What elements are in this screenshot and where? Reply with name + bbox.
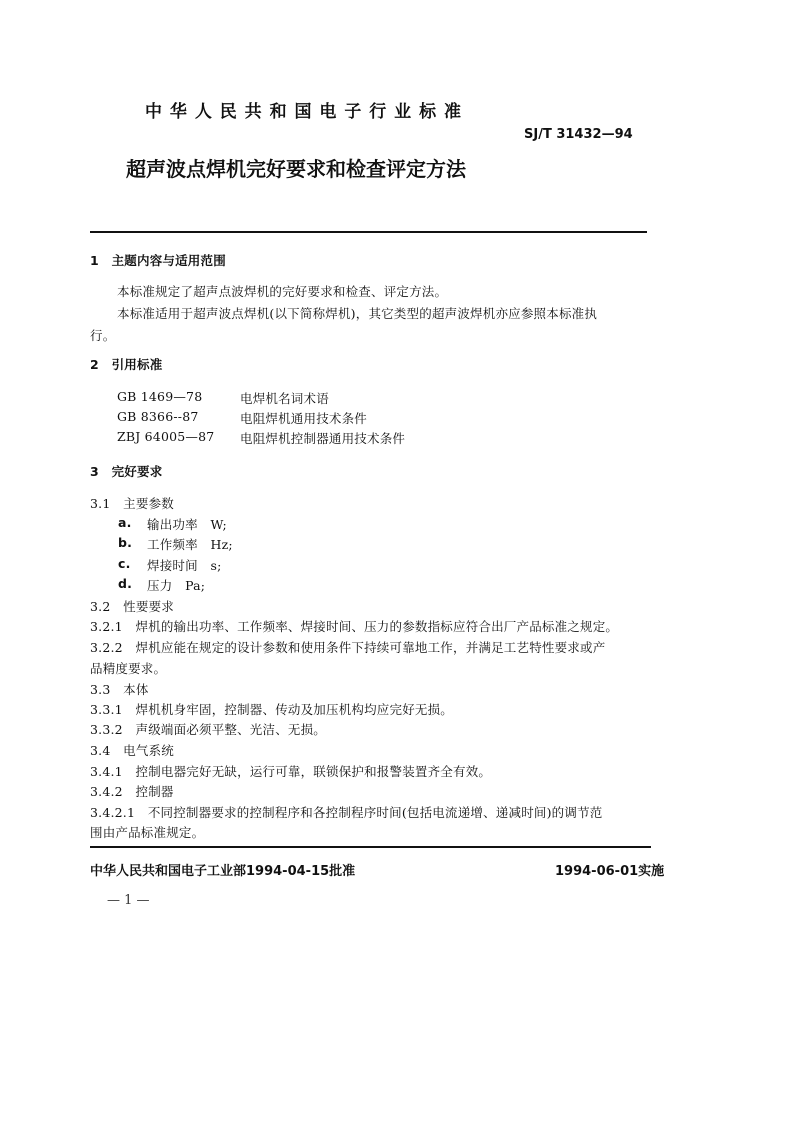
param-letter: c. [118,556,131,571]
header-rule [90,231,647,233]
clause-3-4-2: 3.4.2 控制器 [90,784,174,799]
clause-3-4-2-1-line-2: 围由产品标准规定。 [90,825,205,840]
standard-code: SJ/T 31432—94 [524,127,633,142]
reference-name: 电阻焊机控制器通用技术条件 [240,431,406,446]
approval-statement: 中华人民共和国电子工业部1994-04-15批准 [90,864,356,879]
clause-3-2: 3.2 性要要求 [90,599,174,614]
section-2-heading: 2 引用标准 [90,357,163,372]
param-text: 焊接时间 s; [147,558,222,573]
footer-rule [90,846,651,848]
clause-3-2-1: 3.2.1 焊机的输出功率、工作频率、焊接时间、压力的参数指标应符合出厂产品标准之规定。 [90,619,619,634]
page-number: — 1 — [107,893,150,908]
section-1-paragraph-2-line-2: 行。 [90,328,116,343]
effective-date: 1994-06-01实施 [555,864,665,879]
section-1-paragraph-1: 本标准规定了超声点波焊机的完好要求和检查、评定方法。 [117,284,448,299]
reference-code: GB 1469—78 [117,389,203,404]
clause-3-3-1: 3.3.1 焊机机身牢固，控制器、传动及加压机构均应完好无损。 [90,702,454,717]
param-text: 工作频率 Hz; [147,537,233,552]
clause-3-2-2-line-1: 3.2.2 焊机应能在规定的设计参数和使用条件下持续可靠地工作，并满足工艺特性要求或产 [90,640,606,655]
section-1-paragraph-2-line-1: 本标准适用于超声波点焊机(以下简称焊机)，其它类型的超声波焊机亦应参照本标准执 [117,306,598,321]
section-3-heading: 3 完好要求 [90,464,163,479]
clause-3-1: 3.1 主要参数 [90,496,174,511]
clause-3-4-2-1-line-1: 3.4.2.1 不同控制器要求的控制程序和各控制程序时间(包括电流递增、递减时间)的调节范 [90,805,603,820]
clause-3-4: 3.4 电气系统 [90,743,174,758]
clause-3-2-2-line-2: 品精度要求。 [90,661,167,676]
reference-name: 电阻焊机通用技术条件 [240,411,368,426]
reference-name: 电焊机名词术语 [240,391,329,406]
param-letter: b. [118,535,133,550]
clause-3-4-1: 3.4.1 控制电器完好无缺，运行可靠，联锁保护和报警装置齐全有效。 [90,764,492,779]
param-text: 输出功率 W; [147,517,227,532]
document-title: 超声波点焊机完好要求和检查评定方法 [126,157,466,181]
param-letter: a. [118,515,132,530]
section-1-heading: 1 主题内容与适用范围 [90,253,226,268]
standard-org-header: 中 华 人 民 共 和 国 电 子 行 业 标 准 [145,102,463,122]
clause-3-3-2: 3.3.2 声级端面必须平整、光洁、无损。 [90,722,327,737]
param-text: 压力 Pa; [147,578,206,593]
clause-3-3: 3.3 本体 [90,682,149,697]
param-letter: d. [118,576,133,591]
reference-code: GB 8366--87 [117,409,199,424]
reference-code: ZBJ 64005—87 [117,429,215,444]
